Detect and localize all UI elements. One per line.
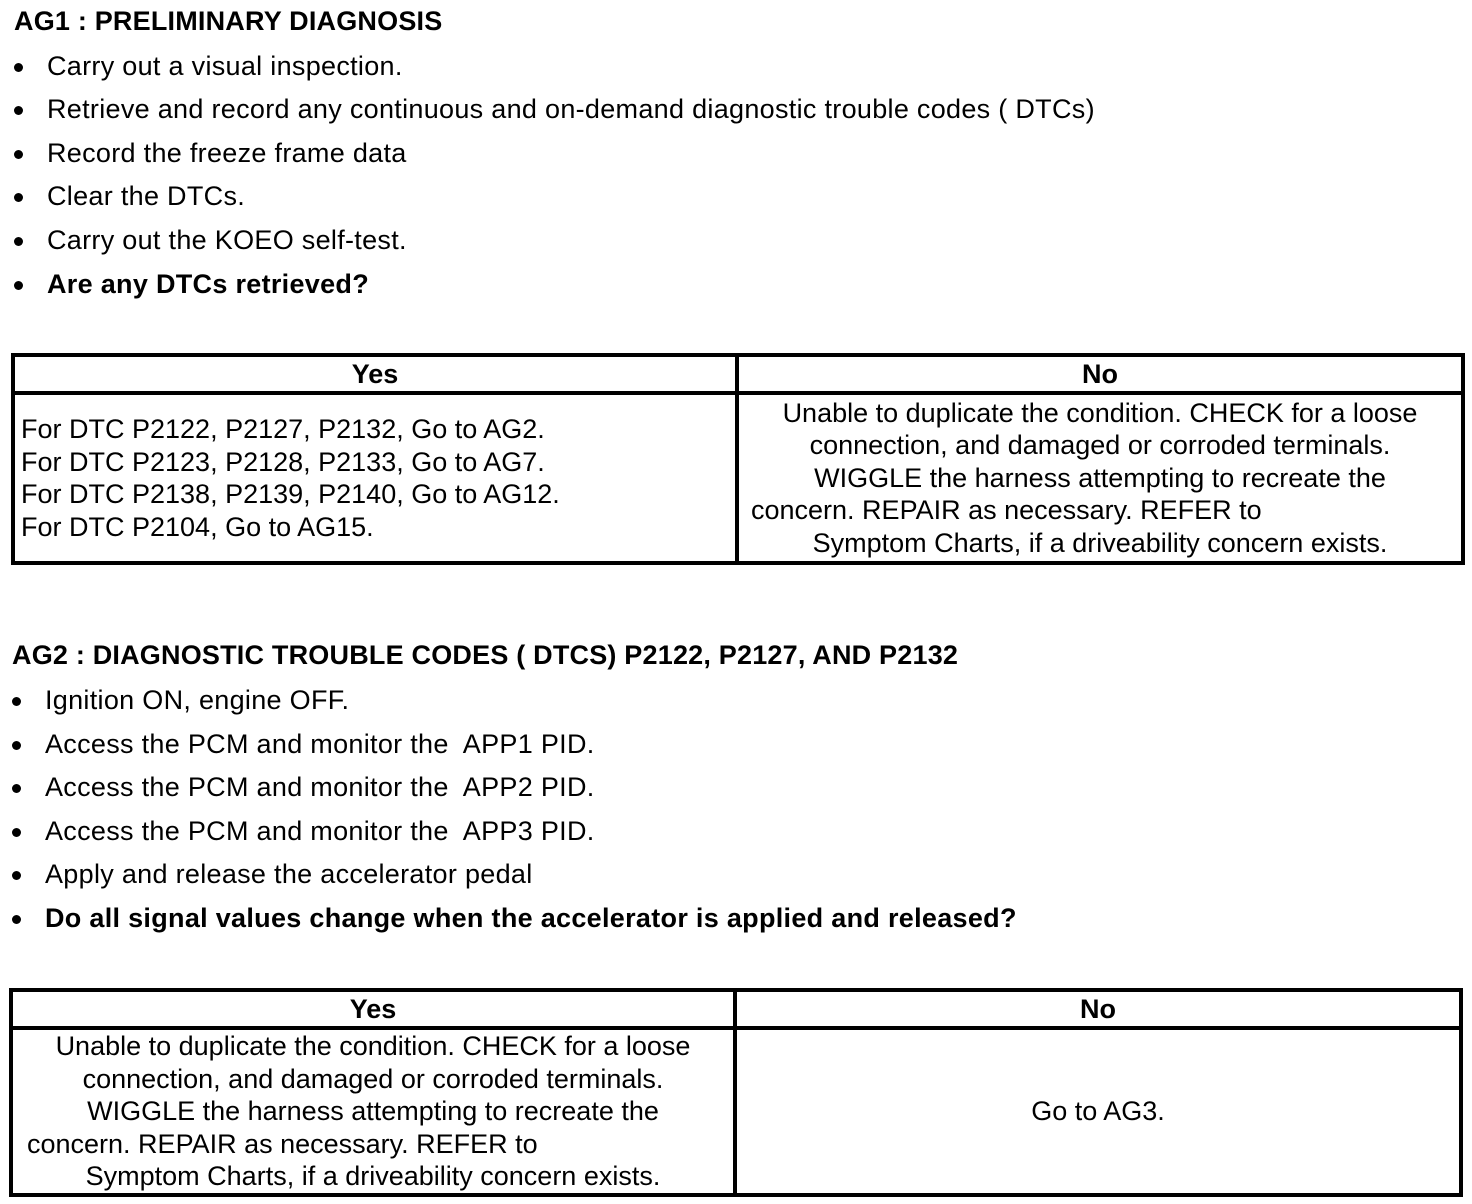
ag1-yes-line: For DTC P2104, Go to AG15.: [21, 511, 374, 542]
ag1-bullet-text: Carry out the KOEO self-test.: [47, 225, 407, 255]
ag2-yes-line: concern. REPAIR as necessary. REFER to: [27, 1128, 538, 1159]
bullet-icon: [14, 63, 23, 72]
ag1-bullet-text: Retrieve and record any continuous and on-demand diagnostic trouble codes ( DTCs): [47, 94, 1095, 124]
bullet-icon: [12, 697, 21, 706]
ag1-bullet-text: Clear the DTCs.: [47, 181, 246, 211]
ag1-yes-header: Yes: [13, 355, 737, 393]
ag2-decision-table: [9, 988, 1463, 1197]
ag1-no-line: Unable to duplicate the condition. CHECK for a loose: [782, 397, 1418, 428]
ag1-no-line: WIGGLE the harness attempting to recreate the: [814, 462, 1386, 493]
bullet-icon: [12, 828, 21, 837]
ag2-yes-line: Symptom Charts, if a driveability concern exists.: [85, 1161, 661, 1191]
ag1-no-line: concern. REPAIR as necessary. REFER to: [751, 495, 1262, 526]
ag1-no-line: Symptom Charts, if a driveability concern exists.: [812, 527, 1388, 558]
bullet-icon: [12, 871, 21, 880]
ag2-yes-line: Unable to duplicate the condition. CHECK for a loose: [55, 1031, 691, 1061]
ag2-bullet-text: Access the PCM and monitor the APP3 PID.: [45, 816, 595, 846]
ag1-bullet-text: Carry out a visual inspection.: [47, 51, 403, 81]
ag2-title: AG2 : DIAGNOSTIC TROUBLE CODES ( DTCS) P2122, P2127, AND P2132: [12, 640, 959, 670]
ag2-no-text: Go to AG3.: [1031, 1096, 1165, 1126]
ag1-yes-cell: [13, 393, 737, 563]
bullet-icon: [12, 784, 21, 793]
ag2-bullet-text: Access the PCM and monitor the APP1 PID.: [45, 729, 595, 759]
ag1-yes-line: For DTC P2138, P2139, P2140, Go to AG12.: [21, 479, 560, 509]
ag1-decision-table: [11, 353, 1465, 565]
ag2-bullet-text: Apply and release the accelerator pedal: [45, 859, 533, 889]
ag2-yes-line: connection, and damaged or corroded terminals.: [82, 1063, 664, 1094]
ag2-bullet-text: Ignition ON, engine OFF.: [45, 685, 350, 715]
bullet-icon: [12, 741, 21, 750]
ag1-question-text: Are any DTCs retrieved?: [47, 269, 370, 299]
ag1-bullet-text: Record the freeze frame data: [47, 138, 407, 168]
ag2-yes-header: Yes: [11, 990, 735, 1028]
ag1-yes-line: For DTC P2122, P2127, P2132, Go to AG2.: [21, 414, 545, 444]
bullet-icon: [14, 237, 23, 246]
bullet-icon: [14, 281, 23, 290]
ag1-no-cell: [737, 393, 1463, 563]
ag2-question-text: Do all signal values change when the accelerator is applied and released?: [45, 903, 1017, 933]
ag2-no-header: No: [735, 990, 1461, 1028]
bullet-icon: [12, 915, 21, 924]
ag2-yes-cell: [11, 1028, 735, 1195]
bullet-icon: [14, 193, 23, 202]
ag1-title: AG1 : PRELIMINARY DIAGNOSIS: [14, 6, 443, 36]
ag1-no-header: No: [737, 355, 1463, 393]
ag1-yes-line: For DTC P2123, P2128, P2133, Go to AG7.: [21, 446, 545, 477]
ag2-no-cell: [735, 1028, 1461, 1195]
ag1-no-line: connection, and damaged or corroded terminals.: [809, 430, 1391, 461]
bullet-icon: [14, 150, 23, 159]
ag2-bullet-text: Access the PCM and monitor the APP2 PID.: [45, 772, 595, 802]
bullet-icon: [14, 106, 23, 115]
ag2-yes-line: WIGGLE the harness attempting to recreate the: [87, 1096, 659, 1126]
